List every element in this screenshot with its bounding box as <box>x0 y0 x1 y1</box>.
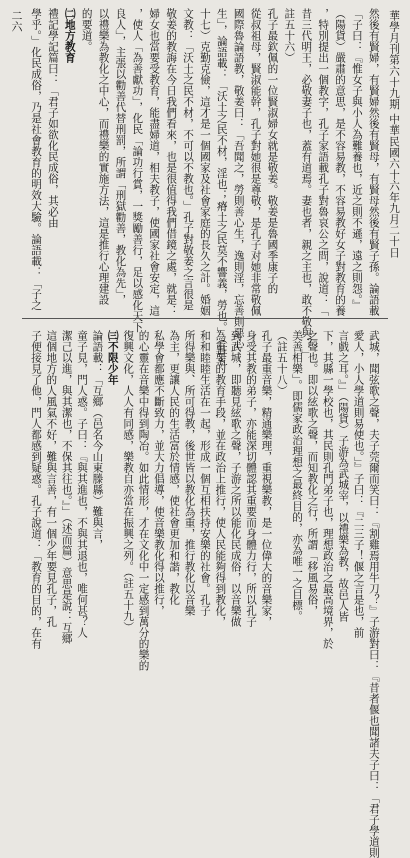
text-column: 美善相樂」。即儒家政治理想之最終目的，亦為唯一之目標。 <box>291 330 304 622</box>
text-column: 到武城，即聽見絃歌之聲，子游之所以能化民成俗，以音樂做 <box>229 330 242 627</box>
text-column: 童子見，門人惑。子曰：『與其進也，不與其退也，唯何甚？人 <box>76 330 89 638</box>
text-column: 私學會都應不斷致力，並大力倡導，使音樂教化得以推行， <box>152 330 165 616</box>
text-column: 文教：「沃土之民不材，不可以不教也。」孔子對敬姜之言很是 <box>182 8 195 311</box>
text-column: 敬姜的教誨在今日我們看來，也是很值得我們借鏡之處，就是： <box>165 8 178 316</box>
text-column: 孔子最欽佩的一位賢淑婦女就是敬姜。敬姜是魯國季康子的 <box>266 8 279 294</box>
text-column: 註五十六） <box>283 8 296 63</box>
running-head: 華學月刊第六十九期 中華民國六十六年九月二十日 <box>388 10 400 259</box>
text-column: 昔三代明王，必敬妻子也，蓋有道焉。妻也者，親之主也，敢不敬與？」 <box>300 8 313 360</box>
text-column: （陽貨）嚴肅的意思，是不容易教，不容易教好女子對教育的養 <box>334 8 347 316</box>
text-column: 言戲之耳。』」（陽貨）子游為武城宰，以禮樂為教，故邑人皆 <box>337 330 350 623</box>
text-column: 潔己以進，與其潔也，不保其往也。』」（述而篇）意思是說：互鄉 <box>60 330 73 645</box>
text-column: 然後有賢婦，有賢婦然後有賢母，有賢母然後有賢子孫。論語載 <box>367 8 380 316</box>
section-heading: ㈢不限少年 <box>106 330 119 385</box>
text-column: 所得樂與、所可得教，後世皆以教化為重，推行教化以音樂 <box>183 330 196 616</box>
text-column: 生」，論語載：「沃土之民不材，淫也；瘠土之民莫不響義，勞也。」（註五 <box>215 8 228 367</box>
text-column: 十七）克勤克儉，這才是一個國家及社會家庭的長久之計。婚姻 <box>198 8 211 316</box>
text-column: 婦女也當要受教育，能盡婦道，相夫教子，使國家社會安定，這 <box>148 8 161 316</box>
text-column: 「子曰：『惟女子與小人為難養也，近之則不遜，遠之則怨。』 <box>350 8 363 311</box>
text-column: 愛人，小人學道則易使也。」』子曰：『二三子！偃之言是也，前 <box>352 330 365 639</box>
text-column: 良人」，主張以勸善代替刑罰，所謂「刑獄勸善，教化為先」， <box>114 8 127 306</box>
text-column: 為主，更讓人民的生活富於情感，使社會更加和諧，教化 <box>168 330 181 605</box>
section-divider <box>22 318 388 319</box>
text-column: 的要道。 <box>80 8 93 52</box>
text-column: 之聲也。即以絃歌之聲，而知教化之行，所謂「移風易俗， <box>306 330 319 616</box>
text-column: 子便接見了他，門人都感到疑惑。孔子說道：「教育的目的，在有 <box>30 330 42 649</box>
text-column: 的心靈在音樂中得到陶冶。如此情形，才在文化中一定感到萬分的樂的 <box>137 330 150 671</box>
text-column: 國際魯論語教，敬姜曰：「吾聞之，勞則善心生，逸則淫，忘善則惡心 <box>232 8 245 349</box>
text-column: 武城，聞弦歌之聲，夫子莞爾而笑曰：『割雞焉用牛刀？』子游對曰：『昔者偃也聞諸夫子曰：「君子學道則 <box>367 330 380 858</box>
text-column: ，特別提出一個教字，孔子家語載孔子對魯哀公之問，說道：「 <box>317 8 330 316</box>
bottom-text-block <box>30 330 380 858</box>
text-column: 和和睦睦生活在一起，形成一個互相扶持安樂的社會。孔子 <box>198 330 211 616</box>
section-heading: ㈡地方教育 <box>63 8 76 63</box>
text-column: 身受其教的弟子，亦能深切體認其重要而身體力行，所以孔子 <box>245 330 258 627</box>
text-column: 學乎。」化民成俗，乃是社會教育的明效大驗。論語載：「子之 <box>30 8 42 311</box>
text-column: 論語載：「互鄉（邑名今山東滕縣）難與言， <box>91 330 104 550</box>
page-number: 二六 <box>10 10 23 32</box>
text-column: 以禮樂為教化之中心，而禮樂的實施方法，這是推行心理建設 <box>97 8 110 305</box>
text-column: 禮記學記篇曰：「君子如欲化民成俗，其必由 <box>46 8 59 228</box>
text-column: 為重要的教育手段，並在政治上推行，使人民能夠得到教化， <box>214 330 227 627</box>
text-column: 從叔祖母，賢淑能幹，孔子對她很是尊敬，是孔子对她非常敬佩 <box>249 8 262 316</box>
text-column: （註五十八） <box>275 330 288 396</box>
text-column: 孔子最重音樂，精通樂理，重視樂教，是一位偉大的音樂家， <box>260 330 273 627</box>
text-column: 下，其縣一學校也，其民則孔門弟子也，理想政治之最高境界，於 <box>321 330 334 649</box>
text-column: ，使人「為善獻功」，化民「論功行賞，一獎勵善行，足以感化天下 <box>131 8 144 333</box>
text-column: 這個地方的人風氣不好，難與言善，有一個少年要見孔子，孔 <box>45 330 58 627</box>
text-column: 復興文化，人人有同感，樂教自亦當在振興之列。（註五十九） <box>122 330 135 633</box>
